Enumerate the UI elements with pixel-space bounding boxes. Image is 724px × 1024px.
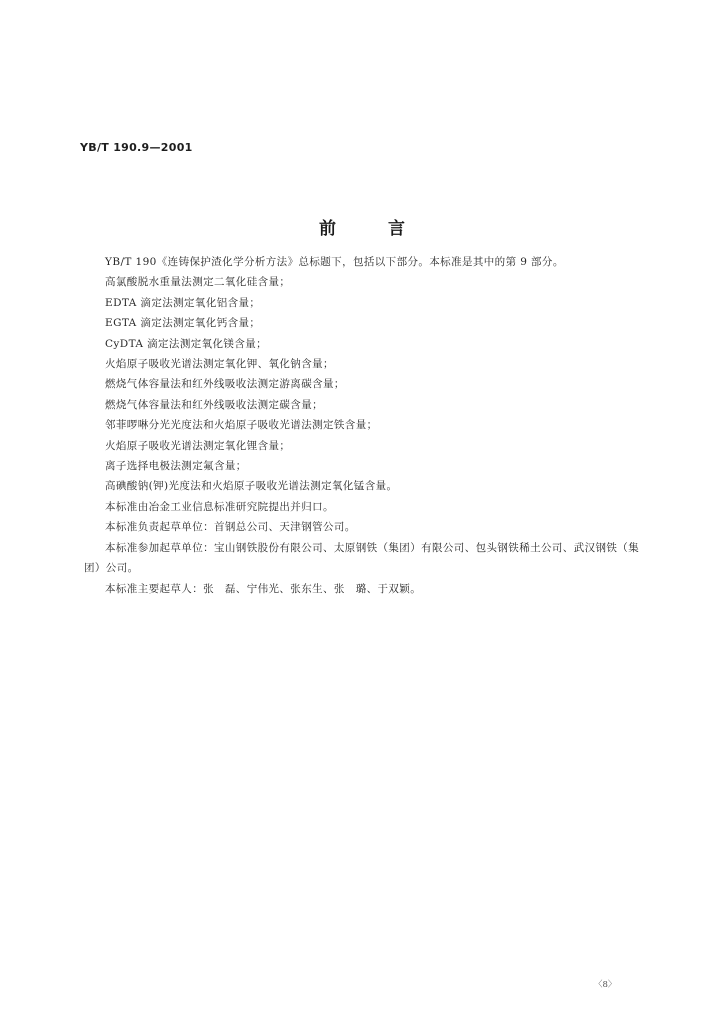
part-item-8: 邻菲啰啉分光光度法和火焰原子吸收光谱法测定铁含量； (105, 419, 378, 432)
participating-units-statement: 本标准参加起草单位：宝山钢铁股份有限公司、太原钢铁（集团）有限公司、包头钢铁稀土公司、武汉钢铁（集团）公司。 (84, 541, 640, 575)
drafters-statement: 本标准主要起草人：张 磊、宁伟光、张东生、张 璐、于双颖。 (105, 582, 422, 595)
part-item-2: EDTA 滴定法测定氧化铝含量； (105, 296, 261, 309)
part-item-1: 高氯酸脱水重量法测定二氧化硅含量； (105, 276, 291, 289)
drafting-unit-statement: 本标准负责起草单位：首钢总公司、天津钢管公司。 (105, 521, 356, 534)
part-item-6: 燃烧气体容量法和红外线吸收法测定游离碳含量； (105, 378, 345, 391)
part-item-7: 燃烧气体容量法和红外线吸收法测定碳含量； (105, 398, 323, 411)
part-item-11: 高碘酸钠(钾)光度法和火焰原子吸收光谱法测定氧化锰含量。 (105, 480, 398, 493)
part-item-3: EGTA 滴定法测定氧化钙含量； (105, 317, 261, 330)
preface-body (84, 252, 644, 599)
part-item-4: CyDTA 滴定法测定氧化镁含量； (105, 337, 268, 350)
standard-code: YB/T 190.9—2001 (80, 141, 193, 154)
part-item-5: 火焰原子吸收光谱法测定氧化钾、氧化钠含量； (105, 358, 334, 371)
part-item-9: 火焰原子吸收光谱法测定氧化锂含量； (105, 439, 291, 452)
part-item-10: 离子选择电极法测定氟含量； (105, 460, 247, 473)
proposer-statement: 本标准由冶金工业信息标准研究院提出并归口。 (105, 500, 334, 513)
page-number: 〈8〉 (594, 980, 617, 990)
preface-intro: YB/T 190《连铸保护渣化学分析方法》总标题下，包括以下部分。本标准是其中的第 9 部分。 (105, 256, 564, 268)
page-title: 前言 (319, 219, 457, 239)
